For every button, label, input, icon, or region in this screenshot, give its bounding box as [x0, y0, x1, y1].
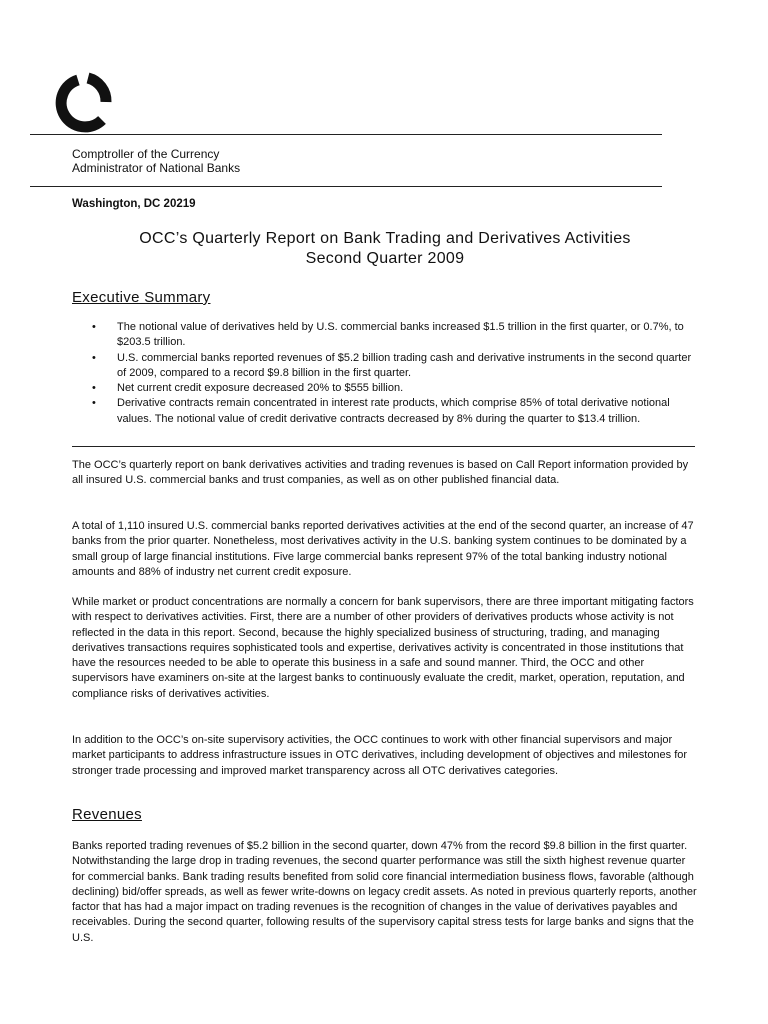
report-title	[60, 229, 710, 269]
header-rule-top	[30, 134, 662, 135]
revenues-paragraph: Banks reported trading revenues of $5.2 billion in the second quarter, down 47% from the record $9.8 billion in the first quarter. Notwithstanding the large drop in trading revenues, the second quarter performance was still the sixth highest revenue quarter for commercial banks. Bank trading results benefited from solid core financial intermediation business flows, favorable (although declining) bid/offer spreads, as well as fewer write-downs on legacy credit assets. As noted in previous quarterly reports, another factor that has had a major impact on trading revenues is the recognition of changes in the value of derivatives payables and receivables. During the second quarter, following results of the supervisory capital stress tests for large banks and signs that the U.S.	[72, 840, 697, 944]
executive-summary-heading: Executive Summary	[72, 289, 211, 306]
body-paragraph-4: In addition to the OCC’s on-site supervisory activities, the OCC continues to work with other financial supervisors and major market participants to address infrastructure issues in OTC derivatives, including development of objectives and milestones for stronger trade processing and improved market transparency across all OTC derivatives categories.	[72, 734, 688, 777]
bullet-text: The notional value of derivatives held by U.S. commercial banks increased $1.5 trillion in the first quarter, or 0.7%, to $203.5 trillion.	[117, 321, 684, 349]
bullet-text: Net current credit exposure decreased 20% to $555 billion.	[117, 382, 404, 395]
revenues-heading: Revenues	[72, 806, 142, 823]
report-title-line2: Second Quarter 2009	[305, 250, 465, 267]
bullet-text: U.S. commercial banks reported revenues of $5.2 billion trading cash and derivative instruments in the second quarter of 2009, compared to a record $9.8 billion in the first quarter.	[117, 351, 692, 379]
header-rule-bottom	[30, 186, 662, 187]
list-item	[72, 351, 697, 382]
agency-subtitle: Administrator of National Banks	[72, 161, 241, 175]
list-item	[72, 396, 697, 427]
list-item	[72, 320, 697, 351]
agency-block	[72, 147, 240, 175]
occ-logo-icon	[54, 72, 112, 134]
body-paragraph-1: The OCC’s quarterly report on bank derivatives activities and trading revenues is based on Call Report information provided by all insured U.S. commercial banks and trust companies, as well as on other published financial data.	[72, 459, 689, 487]
bullet-icon: •	[92, 397, 96, 410]
list-item	[72, 381, 697, 396]
agency-name: Comptroller of the Currency	[72, 147, 220, 161]
report-title-line1: OCC’s Quarterly Report on Bank Trading and Derivatives Activities	[139, 230, 631, 247]
address: Washington, DC 20219	[72, 198, 196, 210]
body-paragraph-3: While market or product concentrations are normally a concern for bank supervisors, there are three important mitigating factors with respect to derivatives activities. First, there are a number of other providers of derivatives products whose activity is not reflected in the data in this report. Second, because the highly specialized business of structuring, trading, and managing derivatives transactions requires sophisticated tools and expertise, derivatives activity is concentrated in those institutions that have the resources needed to be able to operate this business in a safe and sound manner. Third, the OCC and other supervisors have examiners on-site at the largest banks to continuously evaluate the credit, market, operation, reputation, and compliance risks of derivatives activities.	[72, 596, 694, 700]
summary-bullet-list	[72, 320, 697, 427]
bullet-icon: •	[92, 351, 96, 364]
bullet-text: Derivative contracts remain concentrated in interest rate products, which comprise 85% of total derivative notional values. The notional value of credit derivative contracts decreased by 8% during the quarter to $13.4 trillion.	[117, 397, 670, 425]
bullet-icon: •	[92, 382, 96, 395]
bullet-icon: •	[92, 321, 96, 333]
body-paragraph-2: A total of 1,110 insured U.S. commercial banks reported derivatives activities at the end of the second quarter, an increase of 47 banks from the prior quarter. Nonetheless, most derivatives activity in the U.S. banking system continues to be dominated by a small group of large financial institutions. Five large commercial banks represent 97% of the total banking industry notional amounts and 88% of industry net current credit exposure.	[72, 520, 694, 578]
summary-rule	[72, 446, 695, 447]
